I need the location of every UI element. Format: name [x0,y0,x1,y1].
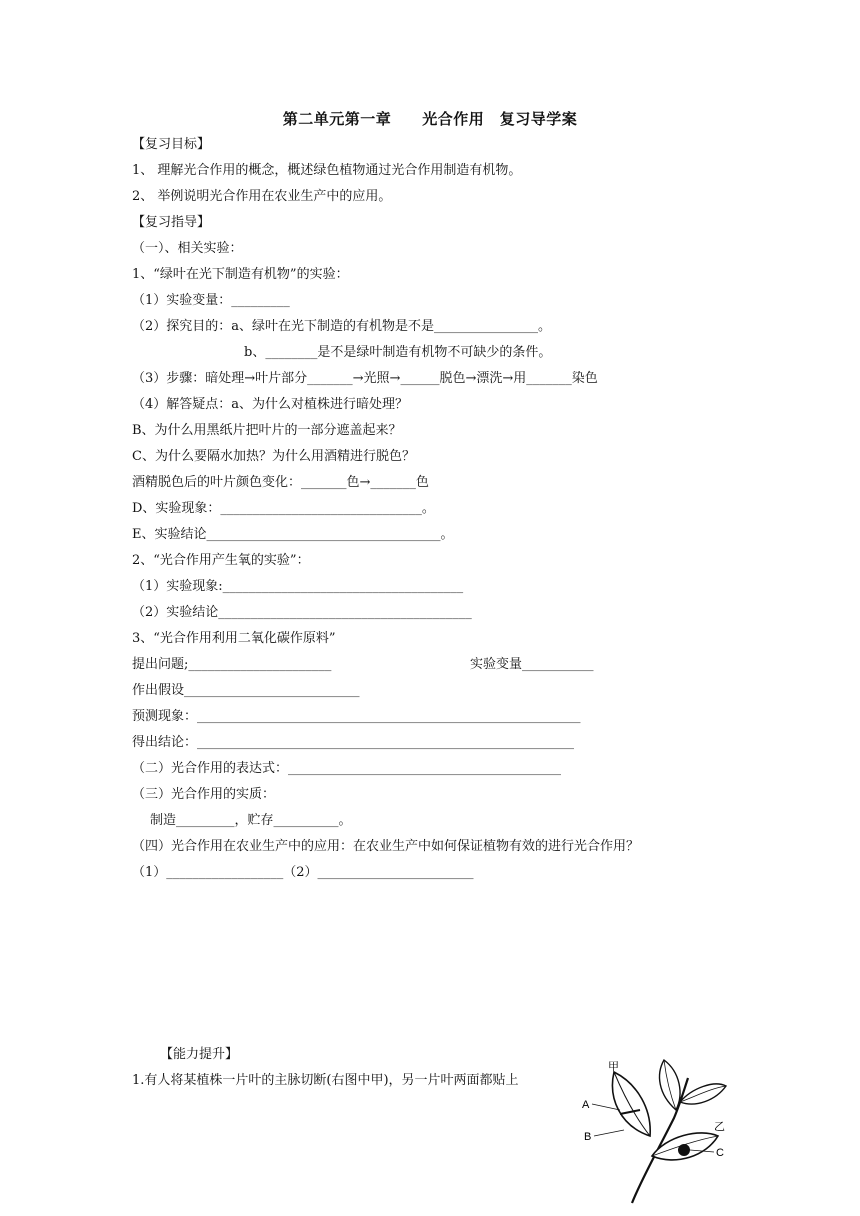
color-change-line: 酒精脱色后的叶片颜色变化：_______色→_______色 [132,475,429,490]
experiment-3-hypothesis: 作出假设___________________________ [132,683,360,698]
photosynthesis-essence-heading: （三）光合作用的实质： [132,787,276,802]
goal-2: 2、 举例说明光合作用在农业生产中的应用。 [132,189,392,204]
section-heading-ability: 【能力提升】 [160,1047,239,1062]
experiment-3-conclusion: 得出结论：__________________________________________________________ [132,735,575,750]
experiment-1-phenomenon: D、实验现象：_______________________________。 [132,501,435,516]
page-title: 第二单元第一章 光合作用 复习导学案 [282,110,578,128]
label-yi: 乙 [714,1121,725,1133]
agriculture-application: （四）光合作用在农业生产中的应用：在农业生产中如何保证植物有效的进行光合作用？ [132,839,640,854]
experiment-1-purpose-a: （2）探究目的：a、绿叶在光下制造的有机物是不是________________。 [132,319,552,334]
experiment-1-conclusion: E、实验结论____________________________________。 [132,527,454,542]
leaf-yi [652,1133,718,1160]
leaf-top [660,1060,680,1110]
photosynthesis-equation: （二）光合作用的表达式：__________________________________________ [132,761,562,776]
question-1: 1.有人将某植株一片叶的主脉切断(右图中甲)，另一片叶两面都贴上 [132,1073,519,1088]
experiment-2-conclusion: （2）实验结论_______________________________________ [132,605,472,620]
label-jia: 甲 [608,1061,619,1073]
experiment-1-question-b: B、为什么用黑纸片把叶片的一部分遮盖起来？ [132,423,402,438]
plant-leaf-figure [580,1058,730,1208]
photosynthesis-essence: 制造_________，贮存__________。 [150,813,352,828]
experiment-1-question-c: C、为什么要隔水加热？为什么用酒精进行脱色？ [132,449,415,464]
experiment-3-variable: 实验变量___________ [470,657,594,672]
experiment-1-purpose-b: b、________是不是绿叶制造有机物不可缺少的条件。 [244,345,552,360]
experiment-1-question-a: （4）解答疑点：a、为什么对植株进行暗处理？ [132,397,409,412]
black-paper-patch [678,1144,690,1156]
label-b: B [584,1131,592,1143]
experiment-1-steps: （3）步骤：暗处理→叶片部分_______→光照→______脱色→漂洗→用_______染色 [132,371,598,386]
label-c: C [716,1147,724,1159]
experiment-1-title: 1、“绿叶在光下制造有机物”的实验： [132,267,349,282]
experiment-3-title: 3、“光合作用利用二氧化碳作原料” [132,631,336,646]
experiment-1-variable: （1）实验变量：_________ [132,293,290,308]
label-a: A [582,1099,590,1111]
section-heading-guide: 【复习指导】 [132,215,211,230]
experiment-3-prediction: 预测现象：___________________________________________________________ [132,709,581,724]
agriculture-answers: （1）__________________（2）________________________ [132,865,474,880]
leaf-right-upper [680,1084,726,1104]
leaf-jia [613,1072,651,1136]
goal-1: 1、 理解光合作用的概念，概述绿色植物通过光合作用制造有机物。 [132,163,522,178]
experiment-3-question: 提出问题;______________________ [132,657,332,672]
subsection-experiments: （一）、相关实验： [132,241,243,256]
section-heading-goals: 【复习目标】 [132,137,211,152]
experiment-2-title: 2、“光合作用产生氧的实验”： [132,553,310,568]
experiment-2-phenomenon: （1）实验现象:_____________________________________ [132,579,464,594]
